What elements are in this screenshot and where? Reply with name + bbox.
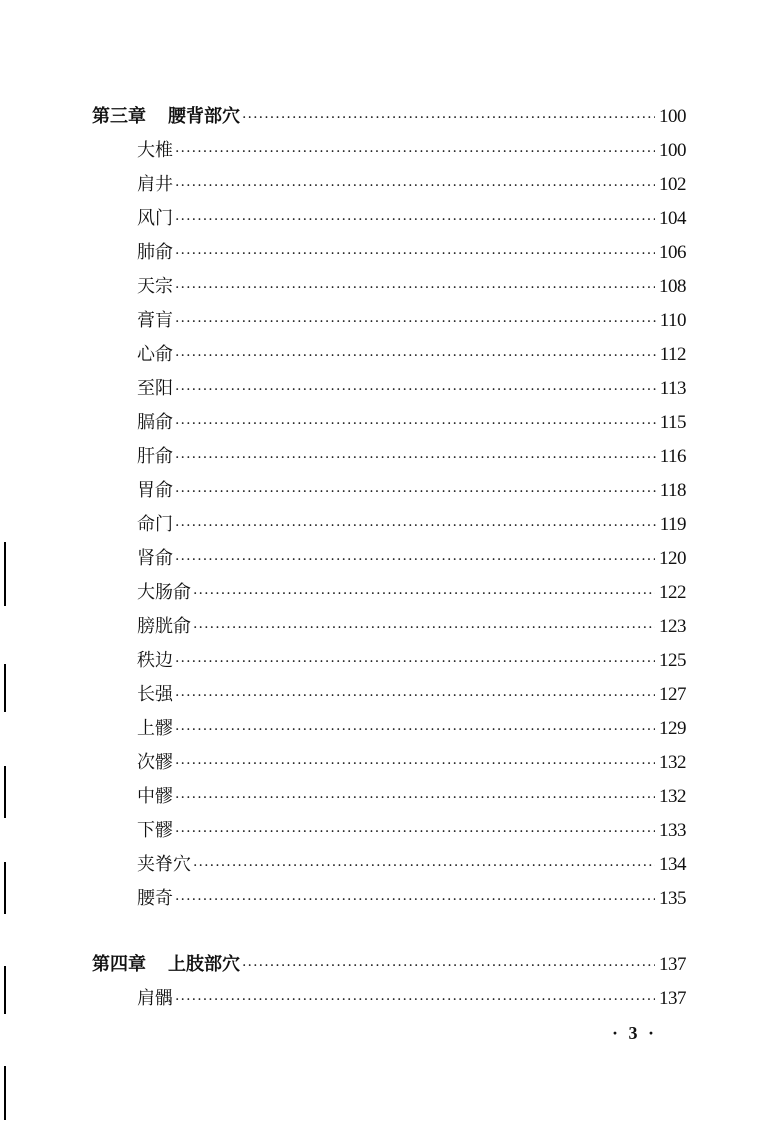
dot-leader	[175, 176, 655, 196]
dot-leader	[175, 380, 656, 400]
dot-leader	[175, 788, 655, 808]
toc-entry	[137, 338, 686, 366]
dot-leader	[175, 516, 656, 536]
page-number: 100	[659, 106, 686, 127]
dot-leader	[175, 990, 655, 1010]
page-number: 127	[659, 684, 686, 705]
page-number: 116	[659, 446, 686, 467]
entry-label: 至阳	[137, 378, 173, 399]
page-number: 119	[659, 514, 686, 535]
dot-leader	[175, 686, 655, 706]
dot-leader	[175, 278, 655, 298]
entry-label: 天宗	[137, 276, 173, 297]
entry-label: 大椎	[137, 140, 173, 161]
toc-entry	[137, 982, 686, 1010]
entry-label: 肺俞	[137, 242, 173, 263]
toc-entry	[137, 678, 686, 706]
dot-leader	[175, 448, 656, 468]
dot-leader	[175, 210, 655, 230]
toc-entry	[137, 304, 686, 332]
entry-label: 肾俞	[137, 548, 173, 569]
page-number: 134	[659, 854, 686, 875]
dot-leader	[175, 142, 655, 162]
scan-edge-mark	[4, 542, 6, 606]
toc-entry	[137, 848, 686, 876]
entry-label: 膀胱俞	[137, 616, 191, 637]
chapter-number: 第四章	[92, 954, 146, 975]
toc-entry	[137, 644, 686, 672]
page-number: 123	[659, 616, 686, 637]
page-folio: · 3 ·	[612, 1023, 658, 1043]
scan-edge-mark	[4, 1066, 6, 1120]
toc-entry	[137, 576, 686, 604]
dot-leader	[175, 346, 656, 366]
chapter-heading	[92, 100, 686, 128]
scan-edge-mark	[4, 766, 6, 818]
toc-entry	[137, 542, 686, 570]
dot-leader	[175, 244, 655, 264]
toc-entry	[137, 202, 686, 230]
toc-entry	[137, 814, 686, 842]
entry-label: 肝俞	[137, 446, 173, 467]
page-number: 104	[659, 208, 686, 229]
entry-label: 次髎	[137, 752, 173, 773]
toc-entry	[137, 406, 686, 434]
page-number: 118	[659, 480, 686, 501]
chapter-number: 第三章	[92, 106, 146, 127]
dot-leader	[193, 618, 655, 638]
entry-label: 肩髃	[137, 988, 173, 1009]
toc-entry	[137, 882, 686, 910]
page-number: 113	[659, 378, 686, 399]
chapter-title: 腰背部穴	[168, 106, 240, 127]
dot-leader	[242, 956, 655, 976]
page-number: 137	[659, 988, 686, 1009]
page-number: 137	[659, 954, 686, 975]
page-number: 115	[659, 412, 686, 433]
dot-leader	[175, 822, 655, 842]
entry-label: 心俞	[137, 344, 173, 365]
scan-edge-mark	[4, 966, 6, 1014]
page-number: 132	[659, 786, 686, 807]
page-number: 100	[659, 140, 686, 161]
entry-label: 夹脊穴	[137, 854, 191, 875]
page-number: 102	[659, 174, 686, 195]
dot-leader	[175, 414, 656, 434]
toc-entry	[137, 440, 686, 468]
toc-entry	[137, 780, 686, 808]
chapter-heading	[92, 948, 686, 976]
entry-label: 中髎	[137, 786, 173, 807]
page-number: 108	[659, 276, 686, 297]
entry-label: 胃俞	[137, 480, 173, 501]
scan-edge-mark	[4, 862, 6, 914]
page-number: 120	[659, 548, 686, 569]
entry-label: 膏肓	[137, 310, 173, 331]
page-number: 110	[659, 310, 686, 331]
entry-label: 命门	[137, 514, 173, 535]
toc-entry	[137, 746, 686, 774]
dot-leader	[175, 550, 655, 570]
entry-label: 下髎	[137, 820, 173, 841]
toc-entry	[137, 610, 686, 638]
dot-leader	[175, 720, 655, 740]
page-number: 135	[659, 888, 686, 909]
dot-leader	[175, 890, 655, 910]
dot-leader	[175, 754, 655, 774]
entry-label: 上髎	[137, 718, 173, 739]
entry-label: 肩井	[137, 174, 173, 195]
entry-label: 长强	[137, 684, 173, 705]
entry-label: 大肠俞	[137, 582, 191, 603]
page-number: 133	[659, 820, 686, 841]
toc-entry	[137, 270, 686, 298]
dot-leader	[193, 584, 655, 604]
page-number: 129	[659, 718, 686, 739]
dot-leader	[193, 856, 655, 876]
toc-entry	[137, 508, 686, 536]
dot-leader	[175, 312, 656, 332]
toc-entry	[137, 236, 686, 264]
dot-leader	[175, 652, 655, 672]
toc-entry	[137, 712, 686, 740]
toc-entry	[137, 168, 686, 196]
page-number: 125	[659, 650, 686, 671]
entry-label: 秩边	[137, 650, 173, 671]
scan-edge-mark	[4, 664, 6, 712]
page-number: 112	[659, 344, 686, 365]
entry-label: 膈俞	[137, 412, 173, 433]
toc-entry	[137, 134, 686, 162]
entry-label: 腰奇	[137, 888, 173, 909]
page-number: 106	[659, 242, 686, 263]
dot-leader	[242, 108, 655, 128]
page-number: 132	[659, 752, 686, 773]
chapter-title: 上肢部穴	[168, 954, 240, 975]
toc-entry	[137, 372, 686, 400]
dot-leader	[175, 482, 656, 502]
entry-label: 风门	[137, 208, 173, 229]
toc-entry	[137, 474, 686, 502]
page-number: 122	[659, 582, 686, 603]
